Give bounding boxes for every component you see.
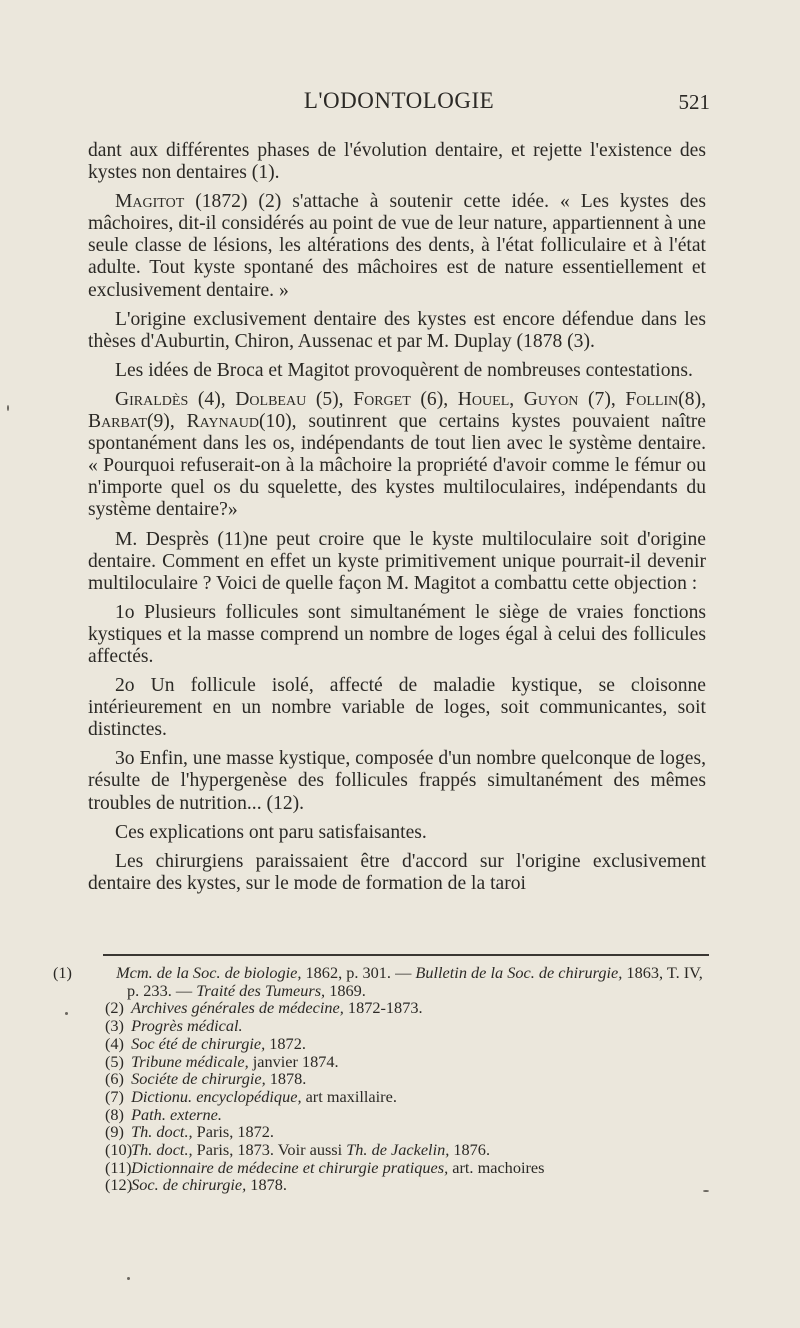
paragraph-text: (8), [678,388,707,410]
author-name: Raynaud [186,411,260,433]
author-name: Barbat [88,411,147,433]
author-name: Magitot [115,191,185,213]
footnote [90,1106,708,1124]
footnote-number: (5) [105,1051,124,1071]
running-title: L'ODONTOLOGIE [303,88,495,113]
author-name: Dolbeau [235,388,307,410]
citation-text: 1872-1873. [343,998,423,1018]
citation-title: Th. de Jackelin, [346,1140,450,1160]
citation-text: art. machoires [448,1157,545,1177]
footnote [90,1053,708,1071]
citation-text: 1862, p. 301. — [301,963,416,982]
citation-text: 1878. [246,1175,287,1195]
citation-text: 1876. [449,1140,491,1160]
citation-title: Tribune médicale, [131,1051,249,1071]
footnote [90,1035,708,1053]
footnote [90,1017,708,1035]
citation-text: 1869. [325,980,366,1000]
citation-title: Th. doct., [131,1122,193,1142]
paragraph-text: , [509,388,524,410]
paragraph-text: (6), [410,388,458,410]
footnote-number: (9) [105,1122,124,1142]
author-name: Houel [457,388,510,410]
paragraph-text: (9), [146,411,187,433]
citation-title: Th. doct., [131,1140,193,1160]
author-name: Follin [625,388,679,410]
footnote-number: (2) [105,998,124,1018]
footnote-number: (7) [105,1086,124,1106]
footnote [90,1176,708,1194]
footnote-divider [103,954,709,956]
footnote [90,1159,708,1177]
citation-title: Dictionu. encyclopédique, [131,1086,302,1106]
paper-speck [703,1190,709,1192]
citation-title: Traité des Tumeurs, [196,980,326,1000]
paragraph-text: (7), [578,388,626,410]
citation-text: 1878. [265,1069,307,1089]
citation-title: Sociéte de chirurgie, [131,1069,266,1089]
page-number: 521 [678,90,710,114]
footnote [90,1141,708,1159]
paper-speck [127,1277,130,1280]
list-item: 3o Enfin, une masse kystique, composée d'un nombre quelconque de loges, résulte de l'hypergenèse des follicules frappés simultanément des mêmes troubles de nutrition... (12). [88,748,706,814]
citation-title: Path. externe. [131,1104,222,1124]
paper-speck [7,405,9,411]
footnote [90,1123,708,1141]
paragraph-text: (4), [188,388,236,410]
citation-text: janvier 1874. [248,1051,339,1071]
paragraph [88,191,706,301]
footnote-number: (6) [105,1069,124,1089]
paragraph: M. Desprès (11)ne peut croire que le kyste multiloculaire soit d'origine dentaire. Comment en effet un kyste primitivement unique pourrait-il devenir multiloculaire ? Voici de quelle façon M. Magitot a combattu cette objection : [88,528,706,594]
citation-text: Paris, 1873. Voir aussi [192,1140,347,1160]
footnote-number: (11) [105,1157,132,1177]
citation-text: art maxillaire. [301,1086,397,1106]
citation-title: Dictionnaire de médecine et chirurgie pratiques, [131,1157,449,1177]
citation-text: 1872. [265,1033,306,1053]
paragraph: Les idées de Broca et Magitot provoquèrent de nombreuses contestations. [115,359,693,381]
footnote-number: (3) [105,1016,124,1036]
footnote [90,1088,708,1106]
list-item: 2o Un follicule isolé, affecté de maladie kystique, se cloisonne intérieurement en un nombre variable de loges, soit communicantes, soit distinctes. [88,675,706,741]
paragraph-text: (1872) (2) s'attache à soutenir cette idée. « Les kystes des mâchoires, dit-il considérés au point de vue de leur nature, appartiennent à une seule classe de lésions, les altérations des dents, à l'état folliculaire et à l'état adulte. Tout kyste spontané des mâchoires est de nature essentiellement et exclusivement dentaire. » [88,191,706,301]
footnote-number: (1) [53,963,72,982]
citation-title: Progrès médical. [131,1016,243,1036]
footnote [90,1070,708,1088]
author-name: Guyon [523,388,579,410]
paragraph: L'origine exclusivement dentaire des kystes est encore défendue dans les thèses d'Auburtin, Chiron, Aussenac et par M. Duplay (1878 (3). [88,308,706,352]
footnote-number: (8) [105,1104,124,1124]
citation-title: Mcm. de la Soc. de biologie, [116,963,302,982]
paragraph-text: (10), soutinrent que certains kystes pouvaient naître spontanément dans les os, indépendants de tout lien avec le système dentaire. « Pourquoi refuserait-on à la mâchoire la propriété d'avoir comme le fémur ou n'importe quel os du squelette, des kystes multiloculaires, indépendants du système dentaire?» [88,411,706,521]
citation-title: Archives générales de médecine, [131,998,344,1018]
paper-speck [65,1012,68,1015]
paragraph [88,389,706,522]
footnote-number: (10) [105,1140,133,1160]
citation-title: Soc. de chirurgie, [131,1175,247,1195]
footnotes [53,963,708,1195]
paragraph: dant aux différentes phases de l'évolution dentaire, et rejette l'existence des kystes non dentaires (1). [88,140,706,184]
citation-title: Bulletin de la Soc. de chirurgie, [415,963,623,982]
footnote [53,963,708,1000]
paragraph: Les chirurgiens paraissaient être d'accord sur l'origine exclusivement dentaire des kystes, sur le mode de formation de la taroi [88,850,706,894]
paragraph: Ces explications ont paru satisfaisantes. [115,821,427,843]
body-text [88,140,706,902]
footnote-number: (12) [105,1175,133,1195]
list-item: 1o Plusieurs follicules sont simultanément le siège de vraies fonctions kystiques et la masse comprend un nombre de loges égal à celui des follicules affectés. [88,601,706,667]
footnote-number: (4) [105,1033,124,1053]
citation-text: Paris, 1872. [192,1122,274,1142]
author-name: Forget [353,388,411,410]
citation-text: 1863, T. IV, p. 233. — [127,963,703,1000]
citation-title: Soc été de chirurgie, [131,1033,266,1053]
footnote [90,999,708,1017]
paragraph-text: (5), [306,388,354,410]
page-header [88,88,710,122]
author-name: Giraldès [115,388,189,410]
